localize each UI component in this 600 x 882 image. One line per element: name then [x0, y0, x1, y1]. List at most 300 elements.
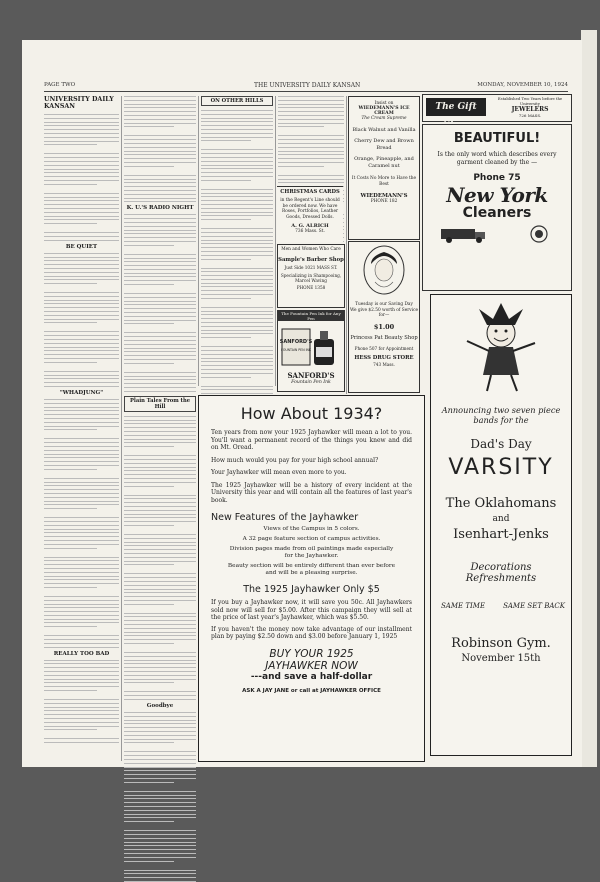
body-text-line: [201, 358, 273, 359]
body-text-line: [44, 643, 119, 644]
body-text-line: [124, 577, 196, 578]
body-text-line: [44, 600, 119, 601]
body-text-line: [44, 615, 119, 616]
body-text-line: [44, 331, 119, 332]
body-text-line: [124, 778, 196, 779]
varsity-band-1: The Oklahomans: [445, 496, 557, 511]
body-text-line: [44, 501, 119, 502]
body-text-line: [44, 114, 119, 115]
body-text-line: [44, 382, 119, 383]
cleaners-delivery-truck-illustration: [423, 221, 571, 245]
body-text-line: [44, 399, 119, 400]
body-text-line: [278, 139, 344, 140]
body-text-line: [201, 298, 251, 299]
body-text-line: [44, 489, 119, 490]
body-text-line: [124, 455, 196, 456]
body-text-line: [124, 359, 196, 360]
column-rule: [121, 96, 122, 761]
body-text-line: [124, 175, 196, 176]
body-text-line: [44, 714, 119, 715]
body-text-line: [124, 265, 196, 266]
body-text-line: [44, 469, 97, 470]
body-text-line: [124, 857, 196, 858]
wiedemann-name: WIEDEMANN'S: [360, 193, 408, 199]
body-text-line: [124, 147, 196, 148]
body-text-line: [44, 718, 119, 719]
body-text-line: [124, 600, 196, 601]
body-text-line: [201, 251, 273, 252]
body-text-line: [124, 237, 196, 238]
body-text-line: [44, 639, 119, 640]
body-text-line: [44, 315, 119, 316]
princess-phone: Phone 507 for Appointment: [354, 345, 414, 351]
body-text-line: [124, 245, 174, 246]
body-text-line: [124, 877, 196, 878]
body-text-line: [124, 845, 196, 846]
body-text-line: [44, 679, 119, 680]
body-text-line: [201, 204, 273, 205]
body-text-line: [278, 111, 344, 112]
body-text-line: [124, 545, 196, 546]
body-text-line: [124, 660, 196, 661]
wiedemann-insist: Insist on: [374, 101, 394, 106]
jayhawker-para-2: How much would you pay for your high school annual?: [211, 456, 379, 464]
body-text-line: [201, 386, 273, 387]
gift-shop-address: 726 MASS.: [518, 113, 542, 118]
body-text-line: [124, 154, 196, 155]
body-text-line: [44, 153, 119, 154]
body-text-line: [44, 710, 119, 711]
body-text-line: [201, 389, 273, 390]
body-text-line: [44, 699, 119, 700]
body-text-line: [278, 107, 344, 108]
jayhawker-ad: [198, 395, 425, 762]
barber-note: Specializing in Shampooing, Marcel Waving: [280, 273, 342, 283]
body-text-line: [124, 632, 196, 633]
body-text-line: [124, 592, 196, 593]
varsity-and: and: [492, 514, 510, 524]
varsity-event: Dad's Day: [470, 437, 532, 451]
body-text-line: [201, 161, 273, 162]
sanfords-top-banner: The Fountain Pen Ink for Any Pen: [278, 311, 344, 321]
hess-address: 743 Mass.: [373, 361, 395, 367]
body-text-line: [44, 536, 119, 537]
body-text-line: [44, 438, 119, 439]
body-text-line: [201, 307, 273, 308]
body-text-line: [44, 260, 119, 261]
page-header: [44, 82, 568, 91]
body-text-line: [124, 525, 174, 526]
varsity-same-setback: SAME SET BACK: [503, 602, 565, 610]
body-text-line: [44, 690, 97, 691]
body-text-line: [201, 286, 273, 287]
varsity-band-2: Isenhart-Jenks: [453, 527, 549, 542]
princess-price: $1.00: [373, 322, 395, 331]
body-text-line: [124, 376, 196, 377]
body-text-line: [124, 280, 196, 281]
jayhawker-features-title: New Features of the Jayhawker: [211, 512, 359, 523]
body-text-line: [44, 335, 119, 336]
princess-name: Princess Pat Beauty Shop: [350, 334, 418, 341]
barber-address: Just Side 1021 MASS ST.: [284, 265, 338, 270]
body-text-line: [44, 619, 119, 620]
body-text-line: [44, 482, 119, 483]
body-text-line: [278, 143, 344, 144]
body-text-line: [201, 271, 273, 272]
body-text-line: [44, 426, 119, 427]
body-text-line: [124, 534, 196, 535]
flavor-line-3: Orange, Pineapple, and Caramel nut: [354, 156, 414, 169]
masthead-title: UNIVERSITY DAILY KANSAN: [44, 96, 114, 110]
body-text-line: [44, 442, 119, 443]
body-text-line: [124, 459, 196, 460]
body-text-line: [124, 379, 196, 380]
body-text-line: [201, 314, 273, 315]
body-text-line: [124, 316, 196, 317]
jayhawker-para-1: Ten years from now your 1925 Jayhawker will mean a lot to you. You'll want a permanent record of the things you knew and did on Mt. Oread.: [211, 429, 412, 451]
body-text-line: [201, 165, 273, 166]
body-text-line: [44, 607, 119, 608]
body-text-line: [124, 675, 196, 676]
body-text-line: [124, 111, 196, 112]
body-text-line: [124, 351, 196, 352]
body-text-line: [44, 508, 97, 509]
body-text-line: [124, 276, 196, 277]
body-text-line: [124, 186, 196, 187]
body-text-line: [44, 532, 119, 533]
jayhawker-para-4: The 1925 Jayhawker will be a history of every incident at the University this year and will contain all the features of last year's book.: [211, 481, 412, 504]
body-text-line: [124, 301, 196, 302]
body-text-line: [44, 257, 119, 258]
varsity-title: VARSITY: [448, 455, 554, 480]
body-text-line: [201, 275, 273, 276]
christmas-title: CHRISTMAS CARDS: [280, 189, 340, 195]
body-text-line: [44, 485, 119, 486]
body-text-line: [201, 110, 273, 111]
page-date: MONDAY, NOVEMBER 10, 1924: [477, 82, 568, 88]
body-text-line: [44, 144, 97, 145]
body-text-line: [201, 180, 251, 181]
body-text-line: [124, 320, 196, 321]
wiedemann-ice-cream: WIEDEMANN'S ICE CREAM: [358, 106, 410, 116]
christmas-cards-ad: [277, 186, 343, 242]
body-text-line: [44, 422, 119, 423]
body-text-line: [124, 663, 196, 664]
body-text-line: [124, 218, 196, 219]
body-text-line: [124, 100, 196, 101]
body-text-line: [44, 176, 119, 177]
body-text-line: [124, 96, 196, 97]
body-text-line: [124, 104, 196, 105]
body-text-line: [124, 652, 196, 653]
body-text-line: [124, 691, 196, 692]
body-text-line: [201, 200, 273, 201]
wiedemann-phone: PHONE 182: [370, 199, 398, 204]
body-text-line: [278, 175, 344, 176]
christmas-address: 736 Mass. St.: [295, 229, 325, 234]
jayhawker-cta-2: JAYHAWKER NOW: [265, 659, 358, 672]
body-text-line: [124, 355, 196, 356]
body-text-line: [44, 429, 97, 430]
body-text-line: [124, 679, 196, 680]
body-text-line: [124, 542, 196, 543]
body-text-line: [124, 613, 196, 614]
body-text-line: [124, 759, 196, 760]
body-text-line: [124, 214, 196, 215]
body-text-line: [124, 838, 196, 839]
body-text-line: [44, 197, 119, 198]
body-text-line: [124, 230, 196, 231]
body-text-line: [44, 122, 119, 123]
body-text-line: [124, 151, 196, 152]
jayhawker-price-para-1: If you buy a Jayhawker now, it will save you 50c. All Jayhawkers sold now will sell for $5.00. After this campaign they will sell at the price of last year's Jayhawker, which was $5.50.: [211, 599, 412, 621]
body-text-line: [124, 821, 174, 822]
body-text-line: [44, 276, 119, 277]
body-text-line: [44, 157, 119, 158]
body-text-line: [124, 201, 196, 202]
jayhawker-price-para-2: If you haven't the money now take advantage of our installment plan by paying $2.50 down and $3.00 before January 1, 1925: [211, 625, 412, 640]
body-text-line: [278, 151, 344, 152]
body-text-line: [124, 774, 196, 775]
ink-bottle-illustration: [278, 321, 344, 369]
body-text-line: [201, 346, 273, 347]
body-text-line: [124, 791, 196, 792]
body-text-line: [124, 616, 196, 617]
body-text-line: [124, 723, 196, 724]
body-text-line: [44, 521, 119, 522]
body-text-line: [44, 272, 119, 273]
body-text-line: [124, 261, 196, 262]
jayhawker-para-3: Your Jayhawker will mean even more to you.: [211, 469, 347, 476]
body-text-line: [44, 347, 119, 348]
body-text-line: [44, 208, 119, 209]
body-text-line: [124, 735, 196, 736]
body-text-line: [124, 482, 196, 483]
body-text-line: [124, 470, 196, 471]
body-text-line: [201, 247, 273, 248]
body-text-line: [44, 418, 119, 419]
body-text-line: [201, 219, 251, 220]
body-text-line: [44, 568, 119, 569]
body-text-line: [201, 373, 273, 374]
body-text-line: [201, 377, 251, 378]
body-text-line: [124, 712, 196, 713]
gift-shop-tagline: Established Two Years before the University: [497, 96, 563, 106]
body-text-line: [124, 115, 196, 116]
body-text-line: [44, 165, 119, 166]
body-text-line: [44, 292, 119, 293]
body-text-line: [44, 137, 119, 138]
body-text-line: [124, 467, 196, 468]
body-text-line: [124, 383, 196, 384]
body-text-line: [44, 576, 119, 577]
hess-drug-store: HESS DRUG STORE: [354, 355, 414, 361]
body-text-line: [124, 628, 196, 629]
gift-shop-ad: [422, 94, 572, 122]
body-text-line: [44, 557, 119, 558]
body-text-line: [44, 125, 119, 126]
body-text-line: [124, 179, 196, 180]
body-text-line: [278, 158, 344, 159]
wisdom-line: Men and Women Who Care: [281, 247, 341, 252]
body-text-line: [278, 162, 344, 163]
body-text-line: [124, 802, 196, 803]
body-text-line: [124, 538, 196, 539]
body-text-line: [124, 564, 174, 565]
body-text-line: [124, 521, 196, 522]
body-text-line: [124, 699, 196, 700]
body-text-line: [201, 318, 273, 319]
body-text-line: [44, 450, 119, 451]
body-text-line: [124, 814, 196, 815]
body-text-line: [124, 727, 196, 728]
body-text-line: [44, 169, 119, 170]
body-text-line: [278, 154, 344, 155]
body-text-line: [278, 115, 344, 116]
body-text-line: [44, 343, 119, 344]
wiedemann-supreme: The Cream Supreme: [361, 116, 407, 121]
body-text-line: [201, 196, 273, 197]
jayhawker-price-title: The 1925 Jayhawker Only $5: [243, 584, 380, 595]
body-text-line: [201, 361, 273, 362]
body-text-line: [124, 340, 196, 341]
body-text-line: [44, 410, 119, 411]
body-text-line: [44, 540, 119, 541]
barber-phone: PHONE 1358: [296, 285, 326, 290]
jayhawker-headline: How About 1934?: [240, 404, 383, 423]
body-text-line: [124, 795, 196, 796]
body-text-line: [201, 125, 273, 126]
body-text-line: [124, 323, 174, 324]
body-text-line: [124, 798, 196, 799]
body-text-line: [44, 722, 119, 723]
ink-box-label: SANFORD'S: [279, 339, 313, 345]
body-text-line: [124, 510, 196, 511]
jester-illustration: [431, 295, 571, 395]
body-text-line: [201, 228, 273, 229]
body-text-line: [44, 497, 119, 498]
body-text-line: [44, 141, 119, 142]
jayhawker-cta-3: ---and save a half-dollar: [250, 671, 373, 682]
body-text-line: [124, 742, 174, 743]
body-text-line: [44, 682, 119, 683]
body-text-line: [124, 502, 196, 503]
body-text-line: [278, 100, 344, 101]
body-text-line: [124, 635, 196, 636]
cleaners-brand-word: Cleaners: [462, 205, 532, 221]
body-text-line: [124, 486, 174, 487]
next-page-edge: [581, 30, 597, 767]
body-text-line: [201, 279, 273, 280]
body-text-line: [124, 233, 196, 234]
body-text-line: [124, 439, 196, 440]
body-text-line: [124, 817, 196, 818]
body-text-line: [124, 143, 196, 144]
body-text-line: [124, 297, 196, 298]
body-text-line: [44, 548, 97, 549]
body-text-line: [201, 208, 273, 209]
body-text-line: [124, 656, 196, 657]
body-text-line: [124, 553, 196, 554]
varsity-refreshments: Refreshments: [465, 573, 537, 584]
body-text-line: [201, 129, 273, 130]
varsity-schedule-row: [431, 602, 571, 616]
body-text-line: [201, 365, 273, 366]
body-text-line: [124, 782, 174, 783]
flavor-line-1: Black Walnut and Vanilla: [352, 127, 416, 133]
column-rule: [198, 96, 199, 386]
plain-tales-heading: Plain Tales From the Hill: [124, 396, 196, 412]
body-text-line: [44, 446, 119, 447]
cleaners-brand-script: New York: [446, 183, 548, 207]
body-text-line: [44, 236, 119, 237]
body-text-line: [44, 358, 119, 359]
body-text-line: [44, 544, 119, 545]
other-hills-heading: ON OTHER HILLS: [201, 96, 273, 106]
varsity-place: Robinson Gym.: [451, 636, 551, 651]
body-text-line: [124, 514, 196, 515]
body-text-line: [44, 161, 119, 162]
body-text-line: [44, 319, 119, 320]
jayhawker-feature-3: Division pages made from oil paintings made especially for the Jayhawker.: [229, 546, 394, 559]
body-text-line: [124, 135, 196, 136]
wiedemanns-ice-cream-ad: [348, 96, 420, 240]
body-text-line: [44, 253, 119, 254]
body-text-line: [278, 135, 344, 136]
body-text-line: [124, 596, 196, 597]
body-text-line: [44, 635, 119, 636]
body-text-line: [124, 308, 196, 309]
body-text-line: [44, 264, 119, 265]
body-text-line: [124, 830, 196, 831]
body-text-line: [124, 226, 196, 227]
cleaners-body: Is the only word which describes every garment cleaned by the —: [437, 151, 557, 166]
body-text-line: [44, 296, 119, 297]
body-text-line: [124, 498, 196, 499]
body-text-line: [201, 311, 273, 312]
body-text-line: [44, 133, 119, 134]
body-text-line: [124, 620, 196, 621]
body-text-line: [124, 423, 196, 424]
body-text-line: [201, 259, 251, 260]
body-text-line: [44, 517, 119, 518]
princess-line-2: We give $2.50 worth of Service for—: [349, 307, 419, 318]
ink-box-label-2: FOUNTAIN PEN INK: [280, 348, 312, 352]
body-text-line: [124, 222, 196, 223]
jayhawker-footer: ASK A JAY JANE or call at JAYHAWKER OFFICE: [242, 687, 381, 694]
body-text-line: [124, 416, 196, 417]
body-text-line: [201, 189, 273, 190]
column-editorial: [44, 96, 119, 761]
varsity-date: November 15th: [461, 653, 541, 664]
varsity-decorations: Decorations: [470, 562, 532, 573]
body-text-line: [44, 457, 119, 458]
body-text-line: [124, 842, 196, 843]
varsity-same-time: SAME TIME: [441, 602, 486, 610]
body-text-line: [278, 147, 344, 148]
body-text-line: [124, 716, 196, 717]
body-text-line: [278, 96, 344, 97]
body-text-line: [44, 371, 119, 372]
body-text-line: [124, 123, 196, 124]
body-text-line: [44, 587, 97, 588]
body-text-line: [44, 667, 119, 668]
body-text-line: [201, 215, 273, 216]
body-text-line: [124, 194, 196, 195]
body-text-line: [44, 660, 119, 661]
body-text-line: [44, 283, 97, 284]
body-text-line: [124, 853, 196, 854]
